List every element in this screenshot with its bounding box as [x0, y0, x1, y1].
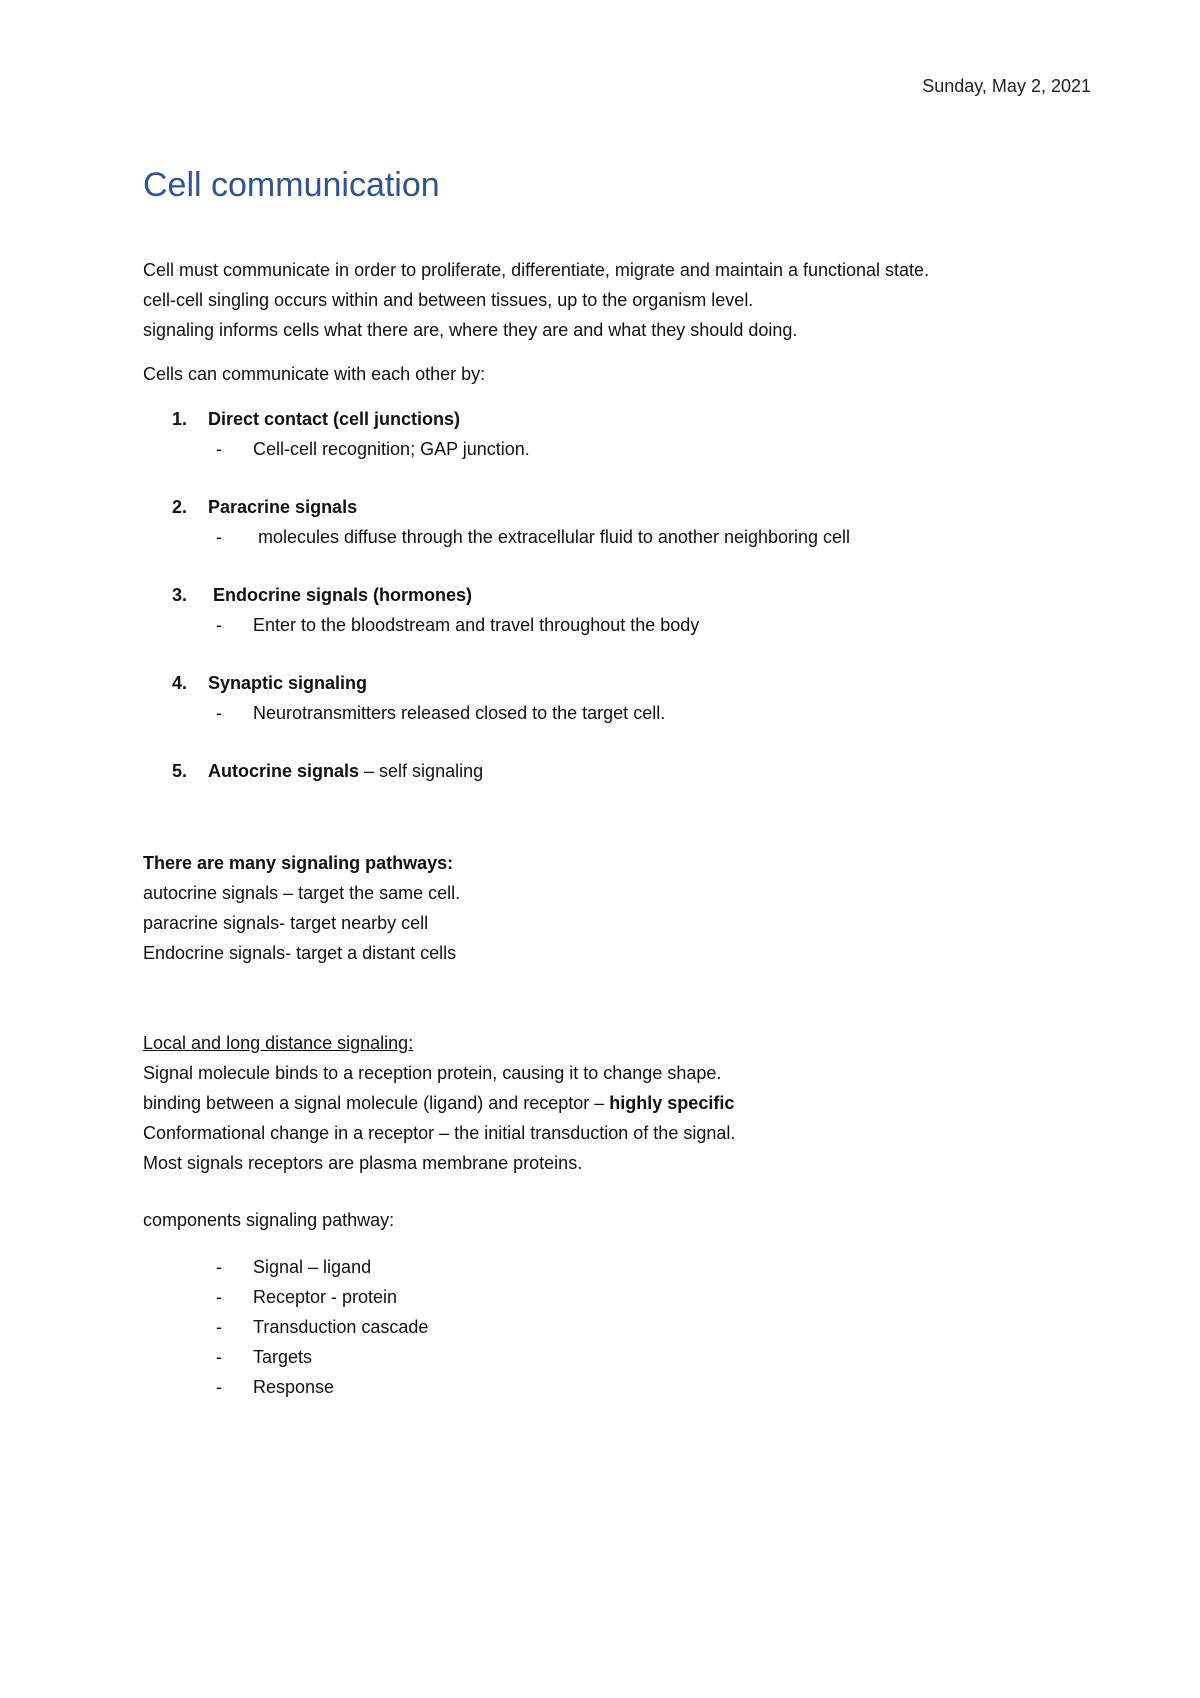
list-item-text: Transduction cascade — [253, 1317, 429, 1337]
dash-bullet: - — [216, 703, 222, 723]
item-number: 3. — [172, 585, 188, 605]
intro-lead — [143, 359, 1103, 389]
item-number: 1. — [172, 409, 188, 429]
numbered-list — [143, 404, 1103, 814]
intro-paragraph — [143, 255, 1103, 345]
list-item — [143, 1252, 1103, 1282]
sub-bullet-text: Cell-cell recognition; GAP junction. — [253, 439, 530, 459]
sub-bullet-text: molecules diffuse through the extracellular fluid to another neighboring cell — [253, 527, 851, 547]
local-line: Conformational change in a receptor – the initial transduction of the signal. — [143, 1123, 736, 1143]
list-item-text: Targets — [253, 1347, 313, 1367]
list-item — [143, 1282, 1103, 1312]
local-signaling-section — [143, 1028, 1103, 1178]
list-item — [143, 1342, 1103, 1372]
dash-bullet: - — [216, 527, 222, 547]
list-item-text: Receptor - protein — [253, 1287, 398, 1307]
item-number: 5. — [172, 761, 188, 781]
highly-specific-text: highly specific — [609, 1093, 735, 1113]
item-title: Paracrine signals — [208, 497, 358, 517]
dash-bullet: - — [216, 1347, 222, 1367]
intro-lead-text: Cells can communicate with each other by: — [143, 364, 486, 384]
sub-bullet — [143, 522, 1103, 552]
pathways-heading: There are many signaling pathways: — [143, 853, 454, 873]
list-item — [143, 1312, 1103, 1342]
list-item — [143, 1372, 1103, 1402]
intro-line: cell-cell singling occurs within and between tissues, up to the organism level. — [143, 290, 754, 310]
dash-bullet: - — [216, 1377, 222, 1397]
list-item-text: Signal – ligand — [253, 1257, 372, 1277]
components-heading: components signaling pathway: — [143, 1210, 395, 1230]
document-date: Sunday, May 2, 2021 — [922, 76, 1091, 96]
pathways-line: paracrine signals- target nearby cell — [143, 913, 429, 933]
intro-line: signaling informs cells what there are, where they are and what they should doing. — [143, 320, 798, 340]
dash-bullet: - — [216, 1287, 222, 1307]
sub-bullet-text: Neurotransmitters released closed to the target cell. — [253, 703, 666, 723]
intro-line: Cell must communicate in order to proliferate, differentiate, migrate and maintain a functional state. — [143, 260, 930, 280]
item-title: Autocrine signals — [208, 761, 360, 781]
pathways-line: autocrine signals – target the same cell. — [143, 883, 461, 903]
numbered-item — [143, 404, 1103, 464]
item-title: Endocrine signals (hormones) — [208, 585, 473, 605]
numbered-item — [143, 580, 1103, 640]
item-number: 2. — [172, 497, 188, 517]
item-title: Direct contact (cell junctions) — [208, 409, 461, 429]
dash-bullet: - — [216, 1317, 222, 1337]
pathways-line: Endocrine signals- target a distant cells — [143, 943, 457, 963]
components-section — [143, 1205, 1103, 1235]
components-list — [143, 1252, 1103, 1402]
dash-bullet: - — [216, 1257, 222, 1277]
local-line — [143, 1088, 1103, 1118]
dash-bullet: - — [216, 615, 222, 635]
local-heading: Local and long distance signaling: — [143, 1033, 414, 1053]
sub-bullet-text: Enter to the bloodstream and travel throughout the body — [253, 615, 700, 635]
sub-bullet — [143, 610, 1103, 640]
sub-bullet — [143, 698, 1103, 728]
local-line-text: binding between a signal molecule (ligand) and receptor – — [143, 1093, 610, 1113]
dash-bullet: - — [216, 439, 222, 459]
document-title: Cell communication — [143, 166, 440, 204]
pathways-section — [143, 848, 1103, 968]
local-line: Most signals receptors are plasma membrane proteins. — [143, 1153, 583, 1173]
item-number: 4. — [172, 673, 188, 693]
local-line: Signal molecule binds to a reception protein, causing it to change shape. — [143, 1063, 722, 1083]
numbered-item — [143, 756, 1103, 786]
item-suffix: – self signaling — [359, 761, 484, 781]
item-title: Synaptic signaling — [208, 673, 368, 693]
list-item-text: Response — [253, 1377, 335, 1397]
numbered-item — [143, 492, 1103, 552]
numbered-item — [143, 668, 1103, 728]
sub-bullet — [143, 434, 1103, 464]
